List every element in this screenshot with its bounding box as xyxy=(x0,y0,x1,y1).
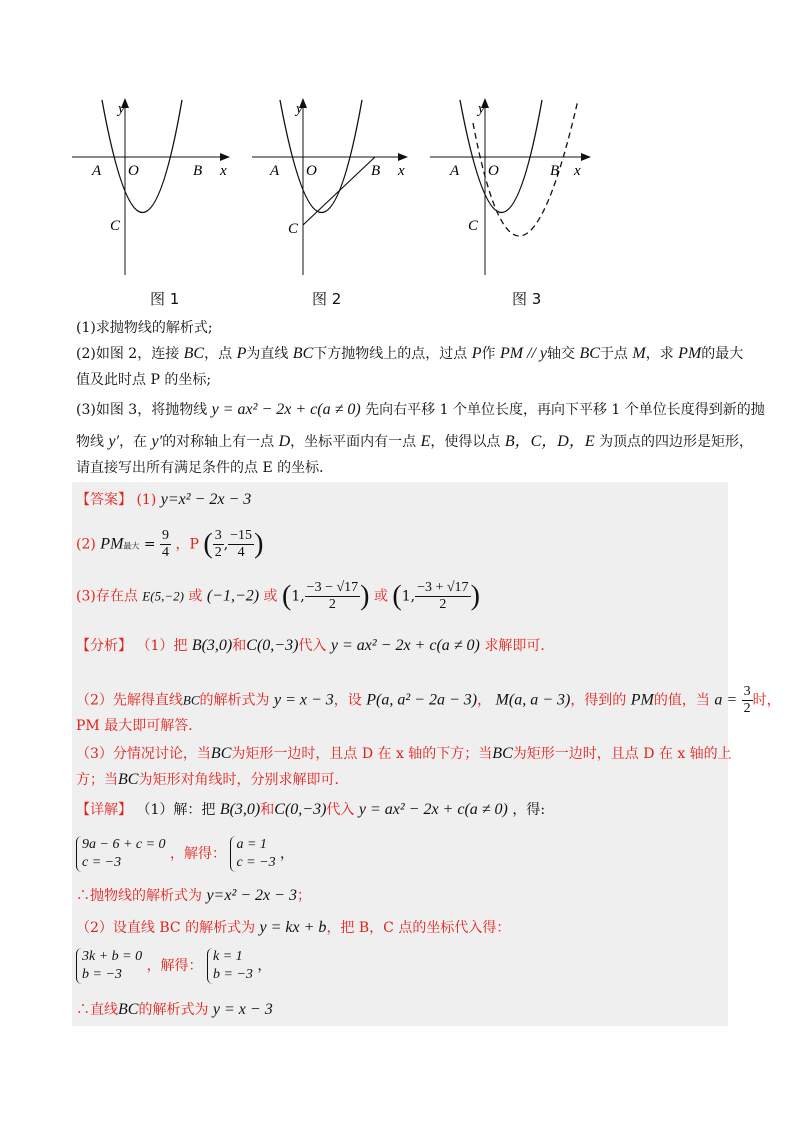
answer-line-1: 【答案】 (1) y=x² − 2x − 3 xyxy=(76,491,252,508)
label-A: A xyxy=(450,163,460,179)
label-B: B xyxy=(550,163,560,179)
answer-line-2: (2) PM最大 = $\frac{9}{4}$ ，P ( $\frac{3}{2}$ , $\frac{-15}{4}$ ) xyxy=(76,528,264,560)
caption-fig-3: 图 3 xyxy=(512,290,542,308)
fraction-nine-fourths: $\frac{9}{4}$ xyxy=(162,528,170,560)
label-O: O xyxy=(306,163,317,179)
label-O: O xyxy=(128,163,139,179)
figure-3-graph xyxy=(428,95,598,275)
question-2-line-1: (2)如图 2，连接 BC，点 P为直线 BC下方抛物线上的点，过点 P作 PM // y轴交 BC于点 M，求 PM的最大 xyxy=(76,345,744,362)
detail-line-4: ∴直线BC的解析式为 y = x − 3 xyxy=(76,1001,273,1018)
detail-line-2: ∴抛物线的解析式为 y=x² − 2x − 3； xyxy=(76,887,311,904)
analysis-line-2b: PM 最大即可解答． xyxy=(76,718,203,734)
fraction-three-halves: $\frac{3}{2}$ xyxy=(214,528,222,560)
parabola xyxy=(460,100,542,213)
fraction-three-halves-a: $\frac{3}{2}$ xyxy=(743,684,751,716)
analysis-line-1: 【分析】 （1）把 B(3,0)和C(0,−3)代入 y = ax² − 2x + c(a ≠ 0) 求解即可． xyxy=(76,637,555,654)
question-3-line-3: 请直接写出所有满足条件的点 E 的坐标． xyxy=(76,460,334,476)
label-B: B xyxy=(371,163,381,179)
question-3-line-2: 物线 y′，在 y′的对称轴上有一点 D，坐标平面内有一点 E，使得以点 B，C，D，E 为顶点的四边形是矩形， xyxy=(76,433,754,450)
answer-line-3: (3)存在点 E(5,−2) 或 (−1,−2) 或 (1, $\frac{-3 - √17}{2}$ ) 或 (1, $\frac{-3 + √17}{2}$ ) xyxy=(76,580,480,612)
question-1: (1)求抛物线的解析式; xyxy=(76,320,213,336)
equation-system-1: 9a − 6 + c = 0 c = −3 xyxy=(76,836,166,872)
analysis-tag: 【分析】 xyxy=(76,638,132,654)
figure-1 xyxy=(70,95,235,275)
figure-1-graph xyxy=(70,95,235,275)
label-C: C xyxy=(288,221,299,237)
caption-fig-1: 图 1 xyxy=(150,290,180,308)
label-C: C xyxy=(110,218,121,234)
equation-system-2: 3k + b = 0 b = −3 xyxy=(76,948,142,984)
fraction-plus-root17: $\frac{-3 + √17}{2}$ xyxy=(417,580,469,612)
label-x: x xyxy=(398,163,405,179)
label-y: y xyxy=(478,101,485,117)
parabola xyxy=(102,100,182,213)
label-y: y xyxy=(118,101,125,117)
detail-line-1: 【详解】 （1）解：把 B(3,0)和C(0,−3)代入 y = ax² − 2x + c(a ≠ 0) ，得: xyxy=(76,801,546,818)
detail-system-1: 9a − 6 + c = 0 c = −3 ，解得： a = 1 c = −3 ， xyxy=(76,836,294,872)
x-axis-arrow xyxy=(398,153,408,161)
analysis-line-2: （2）先解得直线BC的解析式为 y = x − 3，设 P(a, a² − 2a − 3)， M(a, a − 3)，得到的 PM的值，当 a = $\frac{3}{2}$ 时， xyxy=(76,684,781,716)
question-2-line-2: 值及此时点 P 的坐标; xyxy=(76,372,212,388)
label-B: B xyxy=(193,163,203,179)
x-axis-arrow xyxy=(220,153,230,161)
fraction-minus-root17: $\frac{-3 - √17}{2}$ xyxy=(306,580,359,612)
solution-system-1: a = 1 c = −3 xyxy=(230,836,275,872)
x-axis-arrow xyxy=(581,153,591,161)
fraction-neg-fifteen-fourths: $\frac{-15}{4}$ xyxy=(230,528,253,560)
solution-system-2: k = 1 b = −3 xyxy=(207,948,253,984)
label-A: A xyxy=(92,163,102,179)
label-C: C xyxy=(468,218,479,234)
detail-tag: 【详解】 xyxy=(76,802,132,818)
label-x: x xyxy=(220,163,227,179)
detail-system-2: 3k + b = 0 b = −3 ，解得： k = 1 b = −3 ， xyxy=(76,948,271,984)
caption-fig-2: 图 2 xyxy=(312,290,342,308)
figure-2 xyxy=(250,95,415,275)
label-x: x xyxy=(574,163,581,179)
label-O: O xyxy=(488,163,499,179)
question-3-line-1: (3)如图 3，将抛物线 y = ax² − 2x + c(a ≠ 0) 先向右平移 1 个单位长度，再向下平移 1 个单位长度得到新的抛 xyxy=(76,401,765,418)
analysis-line-3b: 方；当BC为矩形对角线时，分别求解即可． xyxy=(76,771,349,788)
detail-line-3: （2）设直线 BC 的解析式为 y = kx + b，把 B，C 点的坐标代入得： xyxy=(76,919,511,936)
figure-3 xyxy=(428,95,598,275)
answer-tag: 【答案】 xyxy=(76,492,132,508)
figure-2-graph xyxy=(250,95,415,275)
analysis-line-3: （3）分情况讨论，当BC为矩形一边时，且点 D 在 x 轴的下方；当BC为矩形一边时，且点 D 在 x 轴的上 xyxy=(76,745,732,762)
label-A: A xyxy=(270,163,280,179)
parabola xyxy=(280,100,362,213)
label-y: y xyxy=(296,101,303,117)
